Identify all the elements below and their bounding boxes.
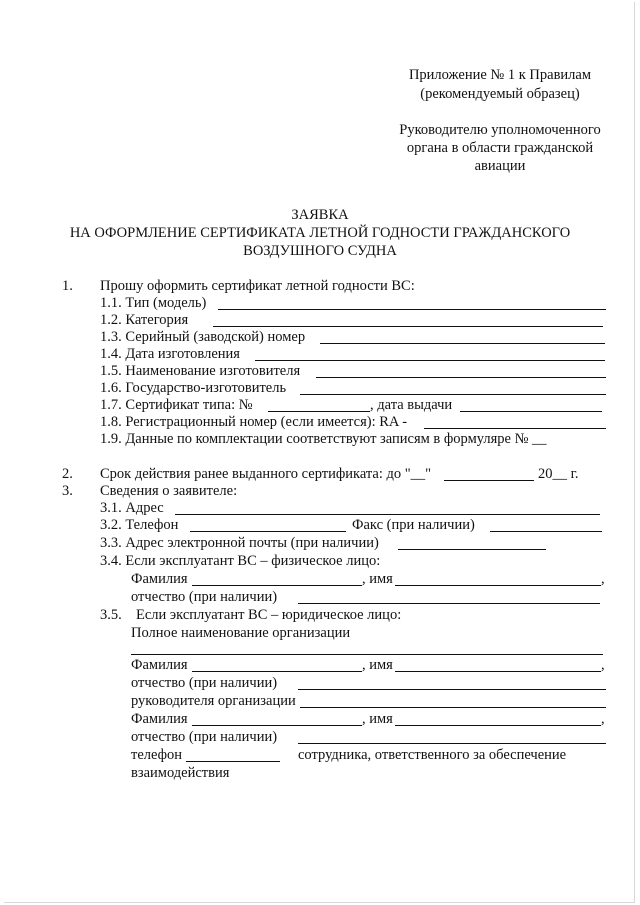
category-field[interactable] [213,326,603,327]
maker-label: 1.5. Наименование изготовителя [100,363,301,379]
section-3-label: Сведения о заявителе: [100,483,238,499]
type-label: 1.1. Тип (модель) [100,295,207,311]
issue-date-label: , дата выдачи [370,397,453,413]
head-name-field[interactable] [395,671,601,672]
comma: , [601,571,605,587]
section-2-number: 2. [62,466,73,482]
prev-cert-month-field[interactable] [444,480,534,481]
contact-surname-field[interactable] [192,725,362,726]
contact-name-field[interactable] [395,725,601,726]
prev-cert-label: Срок действия ранее выданного сертификата: до "__" [100,466,432,482]
name-field[interactable] [395,585,601,586]
surname-field[interactable] [192,585,362,586]
contact-phone-label: телефон [131,747,183,763]
doc-title: ЗАЯВКА [291,207,349,223]
name-label: , имя [362,571,393,587]
appendix-text: Приложение № 1 к Правилам [408,67,592,83]
contact-patronymic-label: отчество (при наличии) [131,729,278,745]
addressee-line-2: органа в области гражданской [406,140,594,156]
phone-field[interactable] [190,531,346,532]
email-field[interactable] [398,549,546,550]
legal-entity-number: 3.5. [100,607,122,623]
serial-label: 1.3. Серийный (заводской) номер [100,329,306,345]
email-label: 3.3. Адрес электронной почты (при наличии) [100,535,379,551]
head-label: руководителя организации [131,693,296,709]
mfg-date-field[interactable] [255,360,605,361]
contact-surname-label: Фамилия [131,711,188,727]
country-field[interactable] [300,394,606,395]
address-field[interactable] [175,514,600,515]
phone-label: 3.2. Телефон [100,517,179,533]
serial-field[interactable] [320,343,605,344]
org-name-field[interactable] [131,654,603,655]
individual-label: 3.4. Если эксплуатант ВС – физическое лицо: [100,553,381,569]
mfg-date-label: 1.4. Дата изготовления [100,346,240,362]
section-1-number: 1. [62,278,73,294]
staff-label: сотрудника, ответственного за обеспечение [298,747,567,763]
type-field[interactable] [218,309,606,310]
comma: , [601,711,605,727]
category-label: 1.2. Категория [100,312,189,328]
doc-subtitle-2: ВОЗДУШНОГО СУДНА [243,243,397,259]
head-patronymic-field[interactable] [298,689,606,690]
issue-date-field[interactable] [460,411,602,412]
type-cert-field[interactable] [268,411,370,412]
patronymic-field[interactable] [298,603,600,604]
head-surname-field[interactable] [192,671,362,672]
config-label: 1.9. Данные по комплектации соответствуют записям в формуляре № __ [100,431,547,447]
doc-subtitle-1: НА ОФОРМЛЕНИЕ СЕРТИФИКАТА ЛЕТНОЙ ГОДНОСТИ ГРАЖДАНСКОГО [69,225,571,241]
patronymic-label: отчество (при наличии) [131,589,278,605]
section-1-label: Прошу оформить сертификат летной годности ВС: [100,278,415,294]
comma: , [601,657,605,673]
address-label: 3.1. Адрес [100,500,164,516]
head-name-label: , имя [362,657,393,673]
reg-number-label: 1.8. Регистрационный номер (если имеется): RA - [100,414,408,430]
prev-cert-year: 20__ г. [538,466,579,482]
addressee-line-3: авиации [474,158,526,174]
section-3-number: 3. [62,483,73,499]
sample-text: (рекомендуемый образец) [420,86,580,102]
surname-label: Фамилия [131,571,188,587]
head-field[interactable] [300,707,606,708]
maker-field[interactable] [316,377,606,378]
contact-name-label: , имя [362,711,393,727]
reg-number-field[interactable] [424,428,606,429]
contact-patronymic-field[interactable] [298,743,606,744]
country-label: 1.6. Государство-изготовитель [100,380,287,396]
org-name-label: Полное наименование организации [131,625,351,641]
type-cert-label: 1.7. Сертификат типа: № [100,397,253,413]
addressee-line-1: Руководителю уполномоченного [399,122,601,138]
head-surname-label: Фамилия [131,657,188,673]
interaction-label: взаимодействия [131,765,230,781]
contact-phone-field[interactable] [186,761,280,762]
legal-entity-label: Если эксплуатант ВС – юридическое лицо: [136,607,402,623]
head-patronymic-label: отчество (при наличии) [131,675,278,691]
fax-label: Факс (при наличии) [352,517,475,533]
fax-field[interactable] [490,531,602,532]
